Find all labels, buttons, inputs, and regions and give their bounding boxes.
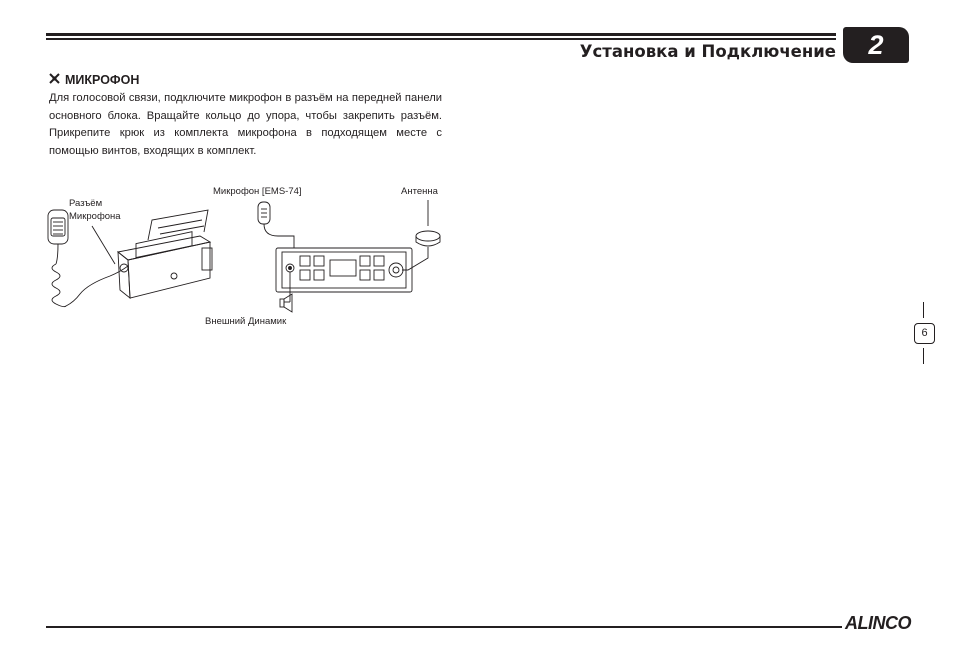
rear-panel-icon [276, 248, 412, 292]
page-tick-top [923, 302, 924, 318]
page-number: 6 [914, 323, 935, 344]
microphone-ems74-icon [258, 202, 294, 248]
antenna-icon [402, 200, 440, 270]
page-tick-bottom [923, 348, 924, 364]
section-heading [49, 73, 139, 87]
transceiver-unit-icon [118, 210, 212, 298]
mic-connector-label-1: Разъём [69, 198, 103, 209]
section-bullet-icon [49, 73, 60, 87]
footer-rule [46, 626, 842, 628]
header-rule-thick [46, 33, 836, 36]
section-heading-text: МИКРОФОН [65, 73, 140, 87]
connection-diagram [40, 180, 460, 330]
antenna-label: Антенна [401, 186, 438, 197]
speaker-label: Внешний Динамик [205, 316, 287, 327]
header-rule-thin [46, 38, 836, 40]
chapter-number-badge: 2 [843, 27, 909, 63]
microphone-label: Микрофон [EMS-74] [213, 186, 302, 197]
handheld-microphone-icon [48, 210, 128, 307]
mic-connector-label-2: Микрофона [69, 211, 121, 222]
section-body-text: Для голосовой связи, подключите микрофон в разъём на передней панели основного блока. Вращайте кольцо до упора, чтобы закрепить разъём. Прикрепите крюк из комплекта микрофона в подходящем месте с помощью винтов, входящих в комплект. [49, 92, 442, 157]
chapter-title: Установка и Подключение [579, 42, 836, 61]
brand-logo: ALINCO [845, 613, 911, 633]
